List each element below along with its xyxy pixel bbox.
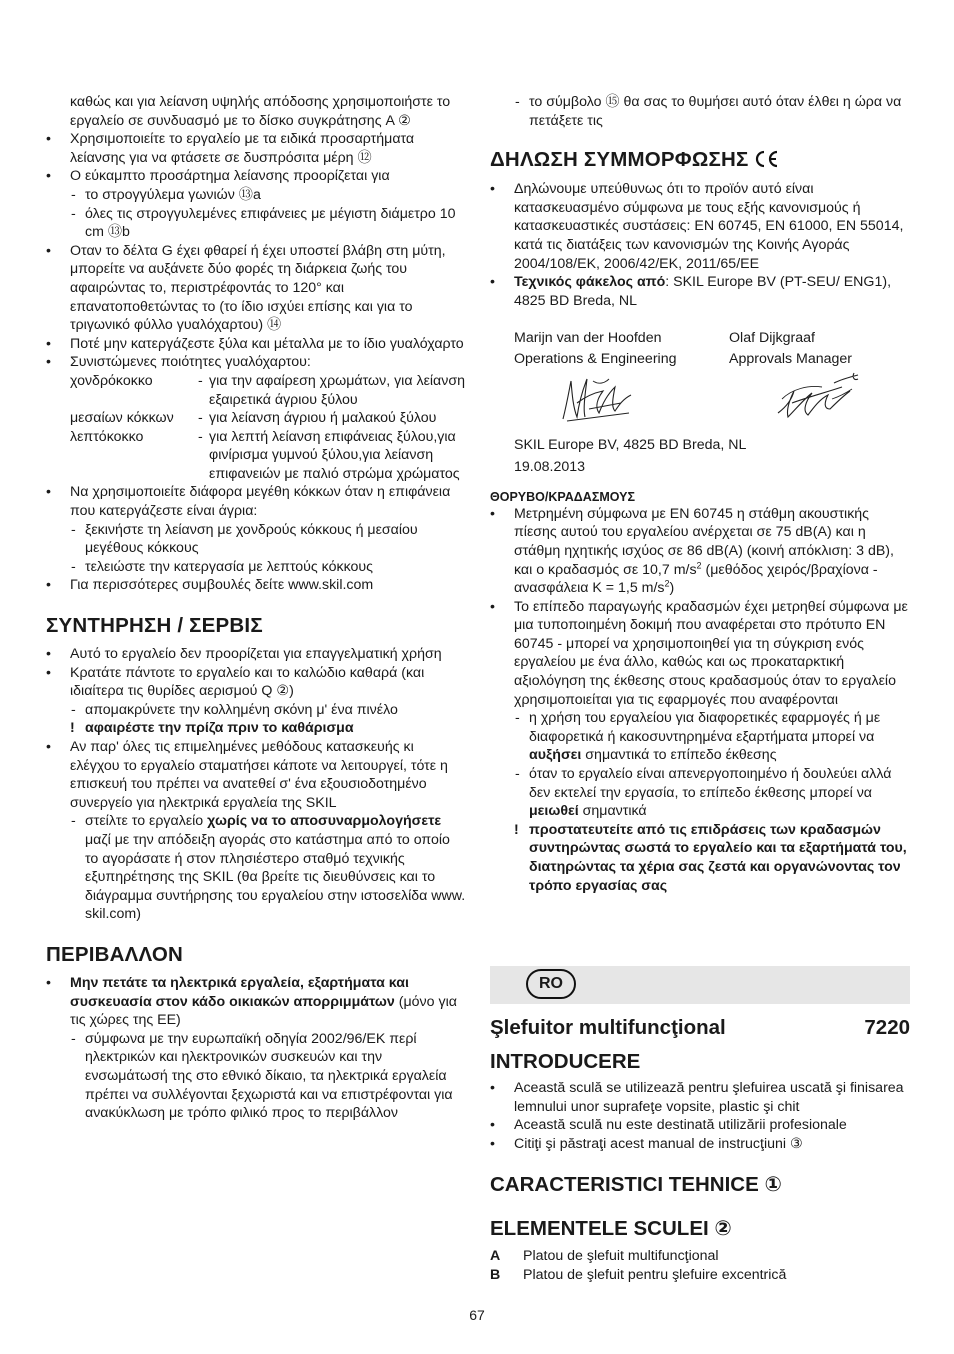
heading-introducere: INTRODUCERE — [490, 1050, 641, 1073]
left-column — [46, 93, 466, 1123]
bullet-item: • Citiţi şi păstraţi acest manual de instrucţiuni ③ — [490, 1135, 910, 1154]
bullet-item: • Οταν το δέλτα G έχει φθαρεί ή έχει υποστεί βλάβη στη μύτη, μπορείτε να αυξάνετε δύο φορές τη διάρκεια ζωής του αφαιρώντας το, περιστρέφοντάς το 120° και επανατοποθετώντας το (το ίδιο ισχύει επίσης και για το τριγωνικό φύλλο γυαλόχαρτου) ⑭ — [46, 242, 466, 335]
signatories — [490, 329, 910, 476]
intro-text: καθώς και για λείανση υψηλής απόδοσης χρησιμοποιήστε το εργαλείο σε συνδυασμό με το δίσκο συγκράτησης A ② — [70, 94, 451, 129]
ro-section — [490, 1016, 910, 1285]
grit-name: μεσαίων κόκκων — [70, 410, 174, 427]
ce-mark-icon — [754, 150, 780, 168]
bullet-item: • Τεχνικός φάκελος από: SKIL Europe BV (PT-SEU/ ENG1), 4825 BD Breda, NL — [490, 273, 910, 310]
bullet-item: • Χρησιμοποιείτε το εργαλείο με τα ειδικά προσαρτήματα λείανσης για να φτάσετε σε δυσπρόσιτα μέρη ⑫ — [46, 130, 466, 167]
signatory-name: Marijn van der Hoofden — [514, 330, 662, 347]
grit-table — [46, 372, 466, 484]
bullet-item: • Δηλώνουμε υπεύθυνως ότι το προϊόν αυτό είναι κατασκευασμένο σύμφωνα με τους εξής κανονισμούς ή κατασκευαστικές συστάσεις: EN 60745, EN 61000, EN 55014, κατά τις διατάξεις των κανονισμών της Κοινής Αγοράς 2004/108/ΕΚ, 2006/42/ΕΚ, 2011/65/ΕΕ — [490, 180, 910, 273]
sub-item: - το στρογγύλεμα γωνιών ⑬a — [71, 186, 261, 203]
bullet-item: • Για περισσότερες συμβουλές δείτε www.skil.com — [46, 576, 466, 595]
signature-image — [559, 373, 639, 425]
sub-item: - ξεκινήστε τη λείανση με χονδρούς κόκκους ή μεσαίου μεγέθους κόκκους — [71, 521, 418, 557]
grit-name: λεπτόκοκκο — [70, 428, 144, 445]
bullet-item: • Να χρησιμοποιείτε διάφορα μεγέθη κόκκων όταν η επιφάνεια που κατεργάζεστε είναι άγρια: — [46, 483, 466, 520]
signature-image — [772, 369, 868, 423]
language-band — [490, 966, 910, 1004]
grit-row: χονδρόκοκκο - για την αφαίρεση χρωμάτων, για λείανση εξαιρετικά άγριου ξύλου — [70, 372, 465, 408]
page-number: 67 — [469, 1307, 485, 1323]
signatures — [514, 369, 910, 427]
grit-desc: για λείανση άγριου ή μαλακού ξύλου — [209, 410, 437, 427]
bullet-item: • Το επίπεδο παραγωγής κραδασμών έχει μετρηθεί σύμφωνα με μια τυποποιημένη δοκιμή που αναφέρεται στο πρότυπο EN 60745 - μπορεί να χρησιμοποιηθεί για τη σύγκριση ενός εργαλείου με ένα άλλο, καθώς και ως προκαταρκτική αξιολόγηση της έκθεσης στους κραδασμούς όταν το εργαλείο χρησιμοποιείται για τις εφαρμογές που αναφέρονται — [490, 598, 910, 710]
element-item: A Platou de şlefuit multifuncţional — [490, 1248, 719, 1265]
sub-item: - όλες τις στρογγυλεμένες επιφάνειες με μέγιστη διάμετρο 10 cm ⑬b — [71, 205, 456, 241]
company-address: SKIL Europe BV, 4825 BD Breda, NL — [514, 436, 747, 453]
date: 19.08.2013 — [514, 459, 586, 476]
heading-service: ΣΥΝΤΗΡΗΣΗ / ΣΕΡΒΙΣ — [46, 614, 263, 638]
sub-item: - τελειώστε την κατεργασία με λεπτούς κόκκους — [71, 558, 373, 575]
bullet-item: • Această sculă nu este destinată utilizării profesionale — [490, 1116, 910, 1135]
sub-item: - η χρήση του εργαλείου για διαφορετικές εφαρμογές ή με διαφορετικά ή κακοσυντηρημένα εξαρτήματα μπορεί να αυξήσει σημαντικά το επίπεδο έκθεσης — [515, 710, 881, 764]
warning-item: ! αφαιρέστε την πρίζα πριν το καθάρισμα — [70, 720, 354, 737]
bullet-item: • Συνιστώμενες ποιότητες γυαλόχαρτου: — [46, 353, 466, 372]
heading-environment: ΠΕΡΙΒΑΛΛΟΝ — [46, 942, 184, 966]
right-column — [490, 93, 910, 895]
warning-item: ! προστατευτείτε από τις επιδράσεις των κραδασμών συντηρώντας σωστά το εργαλείο και τα εξαρτήματά του, διατηρώντας τα χέρια σας ζεστά και οργανώνοντας τον τρόπο εργασίας σας — [514, 821, 907, 894]
signatory-name: Olaf Dijkgraaf — [729, 330, 815, 347]
grit-row: μεσαίων κόκκων - για λείανση άγριου ή μαλακού ξύλου — [70, 410, 437, 427]
bullet-item: • Ο εύκαμπτο προσάρτημα λείανσης προορίζεται για — [46, 167, 466, 186]
bullet-item: • Μην πετάτε τα ηλεκτρικά εργαλεία, εξαρτήματα και συσκευασία στον κάδο οικιακών απορριμμάτων (μόνο για τις χώρες της ΕΕ) — [46, 974, 466, 1030]
grit-desc: για λεπτή λείανση επιφάνειας ξύλου,για φινίρισμα γυμνού ξύλου,για λείανση επιφανειών με παλιό στρώμα χρώματος — [209, 428, 460, 482]
element-item: B Platou de şlefuit pentru şlefuire excentrică — [490, 1266, 787, 1283]
sub-item: - απομακρύνετε την κολλημένη σκόνη μ' ένα πινέλο — [71, 701, 398, 718]
sub-item: - το σύμβολο ⑮ θα σας το θυμήσει αυτό όταν έλθει η ώρα να πετάξετε τις — [515, 94, 902, 129]
bullet-item: • Ποτέ μην κατεργάζεστε ξύλα και μέταλλα με το ίδιο γυαλόχαρτο — [46, 335, 466, 354]
grit-row: λεπτόκοκκο - για λεπτή λείανση επιφάνειας ξύλου,για φινίρισμα γυμνού ξύλου,για λείανση επιφανειών με παλιό στρώμα χρώματος — [70, 428, 460, 482]
bullet-item: • Μετρημένη σύμφωνα με EN 60745 η στάθμη ακουστικής πίεσης αυτού του εργαλείου ανέρχεται σε 75 dB(A) και η στάθμη ηχητικής ισχύος σε 86 dB(A) (κοινή απόκλιση: 3 dB), και ο κραδασμός σε 10,7 $m/s^2$ (μεθόδος χειρός/βραχίονα - ανασφάλεια K = 1,5 $m/s^2$) — [490, 505, 910, 598]
bullet-item: • Αν παρ' όλες τις επιμελημένες μεθόδους κατασκευής κι ελέγχου το εργαλείο σταματήσει κάποτε να λειτουργεί, τότε η επισκευή του πρέπει να ανατεθεί σ' ένα εξουσιοδοτημένο συνεργείο για ηλεκτρικά εργαλεία της SKIL — [46, 738, 466, 812]
sub-item: - όταν το εργαλείο είναι απενεργοποιημένο ή δουλεύει αλλά δεν εκτελεί την εργασία, το επίπεδο έκθεσης μπορεί να μειωθεί σημαντικά — [515, 766, 892, 820]
heading-noise: ΘΟΡΥΒΟ/ΚΡΑΔΑΣΜΟΥΣ — [490, 489, 635, 504]
signatory-title: Operations & Engineering — [514, 350, 677, 367]
grit-name: χονδρόκοκκο — [70, 372, 153, 389]
bullet-item: • Αυτό το εργαλείο δεν προορίζεται για επαγγελματική χρήση — [46, 645, 466, 664]
ro-model-number: 7220 — [864, 1016, 910, 1039]
bullet-item: • Κρατάτε πάντοτε το εργαλείο και το καλώδιο καθαρά (και ιδιαίτερα τις θυρίδες αερισμού Q ②) — [46, 664, 466, 701]
sub-item: - στείλτε το εργαλείο χωρίς να το αποσυναρμολογήσετε μαζί με την απόδειξη αγοράς στο κατάστημα από το οποίο το αγοράσατε ή στον πλησιέστερο σταθμό τεχνικής εξυπηρέτησης της SKIL (θα βρείτε τις διευθύνσεις και το διάγραμμα συντήρησης του εργαλείου στην ιστοσελίδα www. skil.com) — [71, 813, 466, 923]
ro-product-title: Şlefuitor multifuncţional 7220 — [490, 1016, 910, 1039]
heading-elementele: ELEMENTELE SCULEI ② — [490, 1217, 732, 1241]
heading-caracteristici: CARACTERISTICI TEHNICE ① — [490, 1173, 782, 1197]
signatory-title: Approvals Manager — [729, 350, 853, 367]
grit-desc: για την αφαίρεση χρωμάτων, για λείανση εξαιρετικά άγριου ξύλου — [209, 372, 465, 408]
language-badge: RO — [526, 969, 576, 999]
heading-declaration: ΔΗΛΩΣΗ ΣΥΜΜΟΡΦΩΣΗΣ — [490, 148, 910, 172]
bullet-item: • Această sculă se utilizează pentru şlefuirea uscată şi finisarea lemnului unor suprafeţe vopsite, plastic şi chit — [490, 1079, 910, 1116]
sub-item: - σύμφωνα με την ευρωπαϊκή οδηγία 2002/96/ΕΚ περί ηλεκτρικών και ηλεκτρονικών συσκευών και την ενσωμάτωσή της στο εθνικό δίκαιο, τα ηλεκτρικά εργαλεία πρέπει να συλλέγονται ξεχωριστά και να επιστρέφονται για ανακύκλωση με τρόπο φιλικό προς το περιβάλλον — [71, 1030, 453, 1122]
